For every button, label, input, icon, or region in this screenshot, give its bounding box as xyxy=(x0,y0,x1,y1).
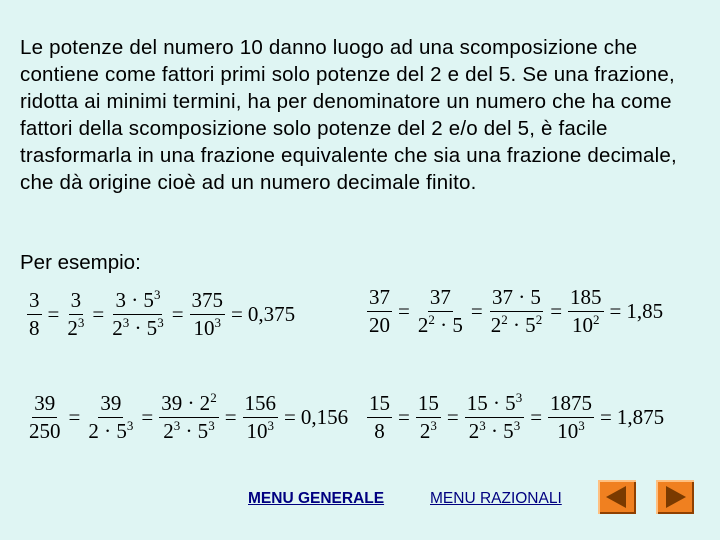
fraction xyxy=(27,393,63,442)
menu-razionali-link[interactable]: MENU RAZIONALI xyxy=(430,490,562,507)
example-3 xyxy=(24,390,349,443)
denominator: 8 xyxy=(29,316,40,340)
numerator: 375 xyxy=(190,290,226,315)
numerator-exponent: 3 xyxy=(153,287,161,302)
fraction xyxy=(86,393,135,442)
fraction xyxy=(416,393,441,442)
denominator: $2 \cdot 5^3$ xyxy=(88,418,134,443)
numerator: 15 xyxy=(416,393,441,418)
numerator-exponent: 3 xyxy=(515,390,523,405)
denominator-exponent: 2 xyxy=(428,312,435,327)
denominator-exponent: 3 xyxy=(122,315,130,330)
fraction xyxy=(243,393,279,442)
equals-sign: = xyxy=(609,299,622,323)
denominator-exponent: 3 xyxy=(430,418,437,433)
example-1 xyxy=(24,287,296,340)
denominator: 250 xyxy=(29,419,61,443)
equals-sign: = xyxy=(550,299,563,323)
fraction xyxy=(367,393,392,442)
fraction xyxy=(367,287,392,336)
denominator: 20 xyxy=(369,313,390,337)
numerator: $39 \cdot 2^2$ xyxy=(159,393,219,418)
numerator: 185 xyxy=(568,287,604,312)
denominator-exponent: 3 xyxy=(513,418,521,433)
fraction xyxy=(568,287,604,336)
decimal-result: 1,85 xyxy=(626,299,664,323)
denominator: $2^2 \cdot 5$ xyxy=(417,312,463,337)
decimal-result: 0,156 xyxy=(300,405,349,429)
equals-sign: = xyxy=(470,299,483,323)
equals-sign: = xyxy=(68,405,81,429)
intro-paragraph: Le potenze del numero 10 danno luogo ad una scomposizione che contiene come fattori primi solo potenze del 2 e del 5. Se una frazione, ridotta ai minimi termini, ha per denominatore un numero che ha come fattori della scomposizione solo potenze del 2 e/o del 5, è facile trasformarla in una frazione equivalente che sia una frazione decimale, che dà origine cioè ad un numero decimale finito. xyxy=(20,36,677,194)
numerator: 39 xyxy=(98,393,123,418)
denominator: $10^2$ xyxy=(572,312,600,337)
example-2 xyxy=(364,287,663,336)
denominator: $10^3$ xyxy=(246,418,275,443)
equals-sign: = xyxy=(398,299,410,323)
equals-sign: = xyxy=(446,405,459,429)
denominator: $2^3$ xyxy=(67,315,85,340)
equals-sign: = xyxy=(398,405,410,429)
numerator: 156 xyxy=(243,393,279,418)
decimal-result: 1,875 xyxy=(616,405,665,429)
fraction xyxy=(416,287,465,336)
equals-sign: = xyxy=(600,405,612,429)
denominator-exponent: 3 xyxy=(267,418,275,433)
equals-sign: = xyxy=(141,405,154,429)
numerator: $15 \cdot 5^3$ xyxy=(465,393,525,418)
previous-button[interactable] xyxy=(598,480,636,514)
denominator-exponent: 3 xyxy=(208,418,215,433)
equals-sign: = xyxy=(92,302,105,326)
triangle-right-icon xyxy=(656,480,694,514)
denominator: 8 xyxy=(374,419,385,443)
numerator: 39 xyxy=(32,393,57,418)
equals-sign: = xyxy=(171,302,184,326)
numerator: 15 xyxy=(367,393,392,418)
fraction xyxy=(489,287,545,336)
numerator-exponent: 2 xyxy=(210,390,217,405)
equals-sign: = xyxy=(530,405,543,429)
numerator: 37 xyxy=(428,287,453,312)
fraction xyxy=(65,290,86,339)
equals-sign: = xyxy=(224,405,237,429)
denominator-exponent: 3 xyxy=(77,315,85,330)
denominator: $2^2 \cdot 5^2$ xyxy=(490,312,543,337)
menu-generale-link[interactable]: MENU GENERALE xyxy=(248,490,385,507)
equals-sign: = xyxy=(231,302,243,326)
denominator-exponent: 3 xyxy=(126,418,134,433)
example-label: Per esempio: xyxy=(20,251,141,274)
denominator-exponent: 3 xyxy=(173,418,181,433)
denominator-exponent: 3 xyxy=(214,315,222,330)
fraction xyxy=(465,390,525,443)
equals-sign: = xyxy=(284,405,296,429)
triangle-left-icon xyxy=(598,480,636,514)
denominator-exponent: 2 xyxy=(535,312,543,327)
denominator: $10^3$ xyxy=(193,315,222,340)
numerator: 37 · 5 xyxy=(490,287,543,312)
denominator: $2^3 \cdot 5^3$ xyxy=(112,315,164,340)
denominator: $2^3$ xyxy=(419,418,437,443)
numerator: $3 \cdot 5^3$ xyxy=(113,290,162,315)
denominator-exponent: 3 xyxy=(157,315,164,330)
denominator-exponent: 2 xyxy=(501,312,508,327)
denominator-exponent: 2 xyxy=(593,312,600,327)
example-4 xyxy=(364,390,665,443)
numerator: 37 xyxy=(367,287,392,312)
denominator: $2^3 \cdot 5^3$ xyxy=(468,418,521,443)
numerator: 3 xyxy=(69,290,84,315)
fraction xyxy=(548,393,594,442)
denominator-exponent: 3 xyxy=(578,418,585,433)
denominator: $10^3$ xyxy=(557,418,585,443)
equals-sign: = xyxy=(47,302,60,326)
denominator-exponent: 3 xyxy=(479,418,486,433)
next-button[interactable] xyxy=(656,480,694,514)
fraction xyxy=(159,390,219,443)
fraction xyxy=(27,290,42,339)
numerator: 1875 xyxy=(548,393,594,418)
denominator: $2^3 \cdot 5^3$ xyxy=(163,418,215,443)
decimal-result: 0,375 xyxy=(247,302,296,326)
fraction xyxy=(110,287,166,340)
fraction xyxy=(190,290,226,339)
numerator: 3 xyxy=(27,290,42,315)
